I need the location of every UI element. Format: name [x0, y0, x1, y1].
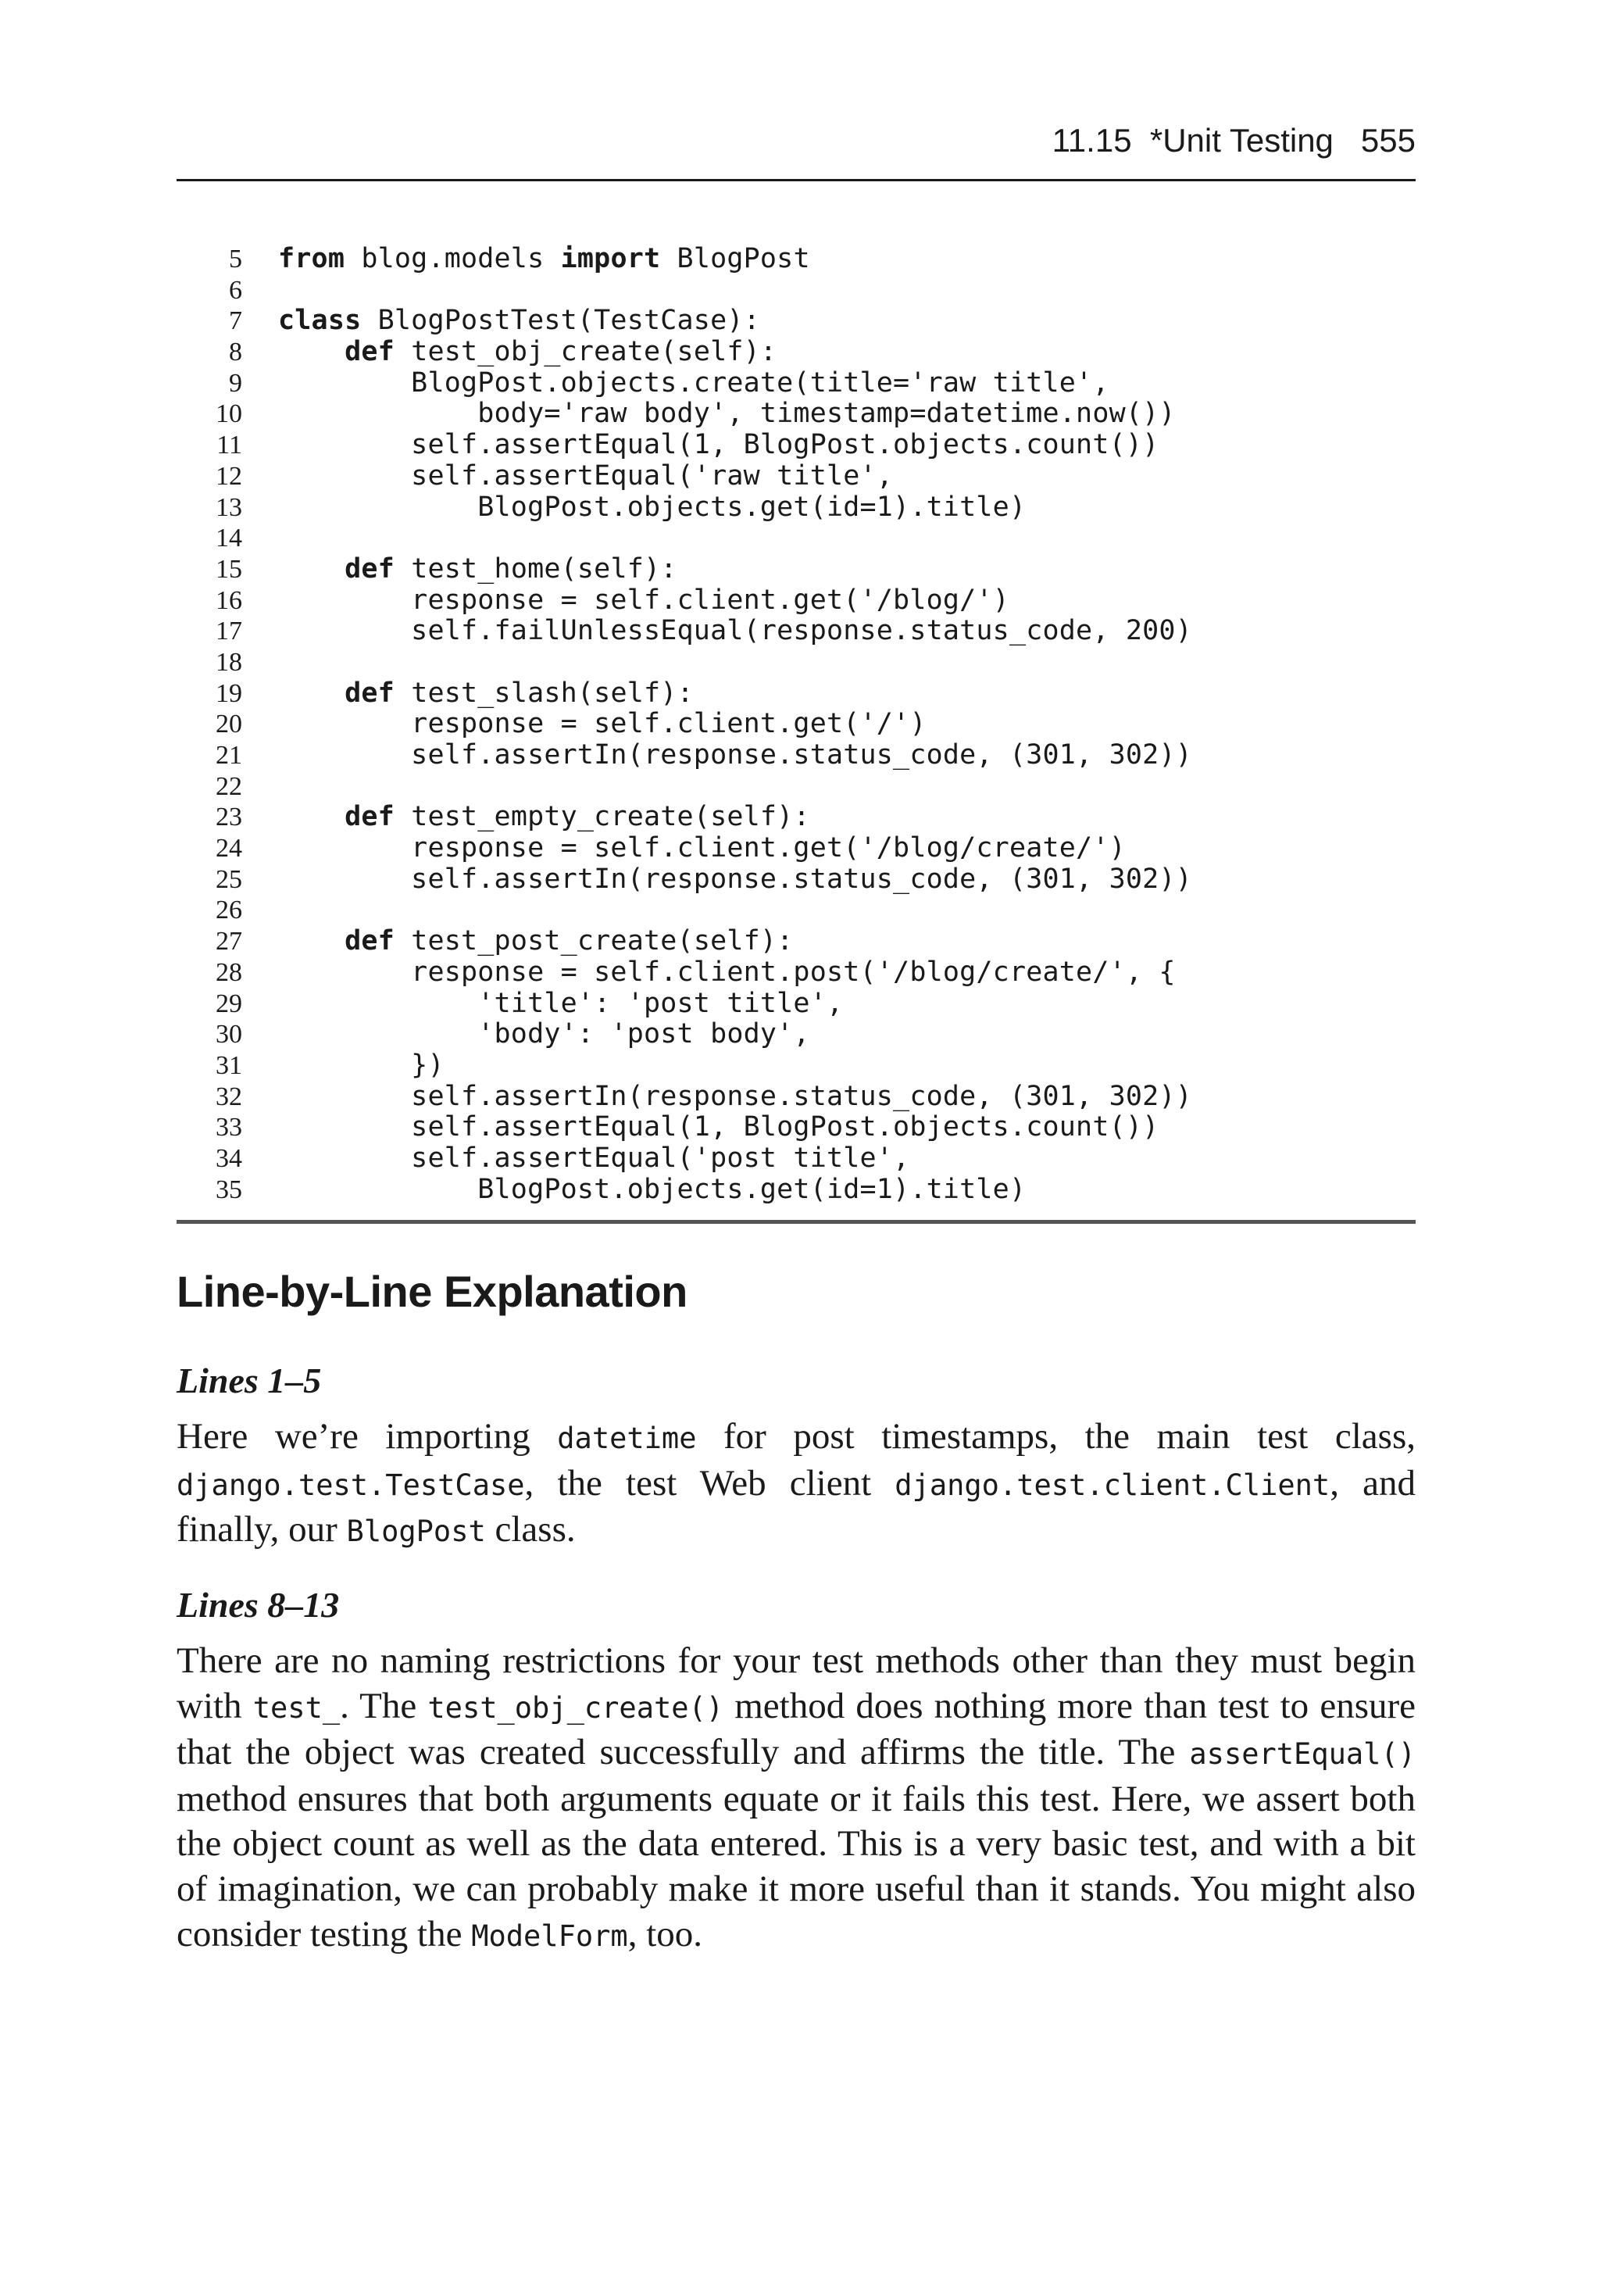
code-text: BlogPost.objects.get(id=1).title) [278, 1173, 1027, 1205]
line-code [278, 461, 893, 492]
subsection-lines-8-13 [177, 1583, 1416, 1958]
code-text: self.assertIn(response.status_code, (301, 302)) [278, 1080, 1192, 1112]
header-section-title: 11.15 *Unit Testing [1052, 122, 1334, 159]
line-number: 29 [216, 989, 242, 1018]
line-number: 34 [216, 1143, 242, 1173]
code-line [177, 1082, 1416, 1113]
code-text [278, 925, 345, 957]
line-number: 22 [216, 771, 242, 801]
code-text: BlogPostTest(TestCase): [361, 305, 760, 337]
code-text: self.assertEqual('raw title', [278, 460, 894, 492]
subsection-paragraph [177, 1639, 1416, 1958]
paragraph-text: There are no naming restrictions for your test methods other than they must begin with [177, 1640, 1416, 1726]
inline-code: django.test.client.Client [895, 1468, 1330, 1502]
paragraph-text: , the test Web client [524, 1462, 895, 1504]
line-number: 31 [216, 1050, 242, 1080]
inline-code: BlogPost [346, 1515, 486, 1549]
header-rule [177, 179, 1416, 181]
code-line [177, 989, 1416, 1020]
code-text: }) [278, 1049, 445, 1081]
code-line [177, 616, 1416, 647]
code-keyword: def [345, 677, 395, 709]
code-line [177, 1175, 1416, 1206]
line-number: 25 [216, 864, 242, 894]
line-number: 7 [229, 306, 242, 336]
code-line [177, 306, 1416, 337]
code-line [177, 678, 1416, 710]
code-line [177, 585, 1416, 617]
code-line [177, 430, 1416, 461]
inline-code: assertEqual() [1189, 1737, 1416, 1772]
line-code [278, 709, 927, 740]
code-text [278, 553, 345, 585]
code-text: self.assertIn(response.status_code, (301, 302)) [278, 739, 1192, 771]
line-code [278, 616, 1192, 647]
code-line [177, 337, 1416, 368]
code-line [177, 647, 1416, 678]
subsection-lines-1-5 [177, 1358, 1416, 1554]
code-listing [177, 244, 1416, 1205]
subsection-heading: Lines 1–5 [177, 1361, 322, 1400]
running-header [177, 119, 1416, 163]
line-number: 8 [229, 338, 242, 367]
code-keyword: def [345, 801, 395, 833]
code-line [177, 244, 1416, 275]
line-number: 11 [216, 431, 242, 460]
line-number: 10 [216, 399, 242, 429]
header-spacer [1334, 122, 1361, 159]
code-keyword: from [278, 243, 345, 274]
line-number: 28 [216, 957, 242, 987]
code-line [177, 368, 1416, 399]
code-line [177, 275, 1416, 306]
line-number: 19 [216, 678, 242, 708]
code-text: self.assertEqual(1, BlogPost.objects.count()) [278, 1111, 1159, 1143]
line-code [278, 1050, 445, 1082]
paragraph-text: Here we’re importing [177, 1416, 558, 1457]
code-line [177, 802, 1416, 833]
code-line [177, 554, 1416, 585]
code-line [177, 461, 1416, 492]
line-code [278, 399, 1176, 430]
line-number: 12 [216, 461, 242, 491]
code-text: blog.models [345, 243, 561, 274]
code-text: test_obj_create(self): [394, 336, 777, 368]
code-line [177, 709, 1416, 740]
line-code [278, 585, 1009, 617]
code-text: self.failUnlessEqual(response.status_code, 200) [278, 615, 1192, 647]
code-line [177, 864, 1416, 896]
line-number: 13 [216, 492, 242, 522]
code-line [177, 833, 1416, 864]
line-code [278, 678, 694, 710]
code-text: 'title': 'post title', [278, 987, 844, 1019]
code-text: test_empty_create(self): [394, 801, 810, 833]
code-listing-rule [177, 1220, 1416, 1224]
line-code [278, 306, 760, 337]
line-number: 30 [216, 1020, 242, 1050]
code-text: 'body': 'post body', [278, 1018, 810, 1050]
code-text [278, 801, 345, 832]
code-keyword: import [560, 243, 661, 274]
line-number: 15 [216, 554, 242, 584]
line-code [278, 368, 1109, 399]
code-text: test_slash(self): [394, 677, 694, 709]
code-text: self.assertEqual(1, BlogPost.objects.count()) [278, 429, 1159, 461]
code-text: self.assertIn(response.status_code, (301, 302)) [278, 863, 1192, 895]
subsection-paragraph [177, 1414, 1416, 1554]
code-line [177, 1050, 1416, 1082]
line-number: 14 [216, 524, 242, 553]
paragraph-text: method does nothing more than test to ensure that the object was created successfully and affirms the title. The [177, 1685, 1416, 1773]
paragraph-text: method ensures that both arguments equate or it fails this test. Here, we assert both the object count as well as the data entered. This is a very basic test, and with a bit of imagination, we can probably make it more useful than it stands. You might also consider testing the [177, 1778, 1416, 1954]
subsection-heading: Lines 8–13 [177, 1585, 340, 1625]
code-text: BlogPost.objects.create(title='raw title', [278, 367, 1109, 399]
code-text: response = self.client.get('/') [278, 708, 927, 740]
code-text: BlogPost [660, 243, 810, 274]
inline-code: ModelForm [471, 1919, 628, 1953]
code-text: BlogPost.objects.get(id=1).title) [278, 491, 1027, 523]
line-code [278, 833, 1126, 864]
code-line [177, 926, 1416, 957]
paragraph-text: for post timestamps, the main test class, [696, 1416, 1416, 1457]
code-line [177, 895, 1416, 926]
line-number: 6 [229, 275, 242, 305]
code-keyword: class [278, 305, 362, 337]
line-code [278, 430, 1159, 461]
code-keyword: def [345, 925, 395, 957]
code-text [278, 678, 345, 709]
line-code [278, 740, 1192, 771]
code-text: self.assertEqual('post title', [278, 1142, 910, 1174]
code-text: body='raw body', timestamp=datetime.now()) [278, 398, 1176, 430]
code-keyword: def [345, 336, 395, 368]
line-code [278, 957, 1176, 989]
code-text: response = self.client.get('/blog/create/') [278, 832, 1126, 864]
code-line [177, 399, 1416, 430]
inline-code: datetime [557, 1422, 697, 1455]
line-code [278, 244, 810, 275]
code-line [177, 492, 1416, 524]
code-text: response = self.client.post('/blog/create/', { [278, 956, 1176, 988]
code-text: response = self.client.get('/blog/') [278, 584, 1009, 616]
line-code [278, 989, 843, 1020]
line-number: 26 [216, 896, 242, 925]
line-code [278, 337, 777, 368]
code-keyword: def [345, 553, 395, 585]
line-number: 24 [216, 834, 242, 864]
paragraph-text: . The [340, 1685, 428, 1726]
line-code [278, 1112, 1159, 1143]
line-number: 32 [216, 1082, 242, 1111]
line-code [278, 1082, 1192, 1113]
line-number: 9 [229, 368, 242, 398]
code-line [177, 523, 1416, 554]
paragraph-text: class. [485, 1509, 576, 1550]
code-text: test_home(self): [394, 553, 677, 585]
inline-code: test_obj_create() [427, 1690, 724, 1725]
code-line [177, 1112, 1416, 1143]
line-code [278, 864, 1192, 896]
line-number: 33 [216, 1113, 242, 1143]
line-number: 5 [229, 245, 242, 274]
line-code [278, 1175, 1026, 1206]
code-line [177, 1143, 1416, 1175]
line-number: 16 [216, 585, 242, 615]
line-code [278, 492, 1026, 524]
line-code [278, 554, 677, 585]
line-code [278, 1143, 909, 1175]
code-text [278, 336, 345, 367]
page-number: 555 [1360, 122, 1416, 159]
inline-code: django.test.TestCase [177, 1468, 525, 1502]
line-code [278, 926, 793, 957]
line-number: 21 [216, 741, 242, 770]
code-line [177, 957, 1416, 989]
line-number: 18 [216, 647, 242, 677]
line-number: 27 [216, 927, 242, 957]
line-code [278, 802, 810, 833]
line-number: 23 [216, 803, 242, 832]
code-line [177, 771, 1416, 803]
section-title: Line-by-Line Explanation [177, 1267, 688, 1316]
code-line [177, 740, 1416, 771]
line-number: 35 [216, 1175, 242, 1204]
paragraph-text: , and finally, our [177, 1462, 1416, 1550]
inline-code: test_ [252, 1690, 341, 1725]
code-text: test_post_create(self): [394, 925, 794, 957]
code-line [177, 1019, 1416, 1050]
line-number: 17 [216, 617, 242, 646]
line-number: 20 [216, 710, 242, 739]
line-code [278, 1019, 810, 1050]
paragraph-text: , too. [627, 1913, 703, 1954]
